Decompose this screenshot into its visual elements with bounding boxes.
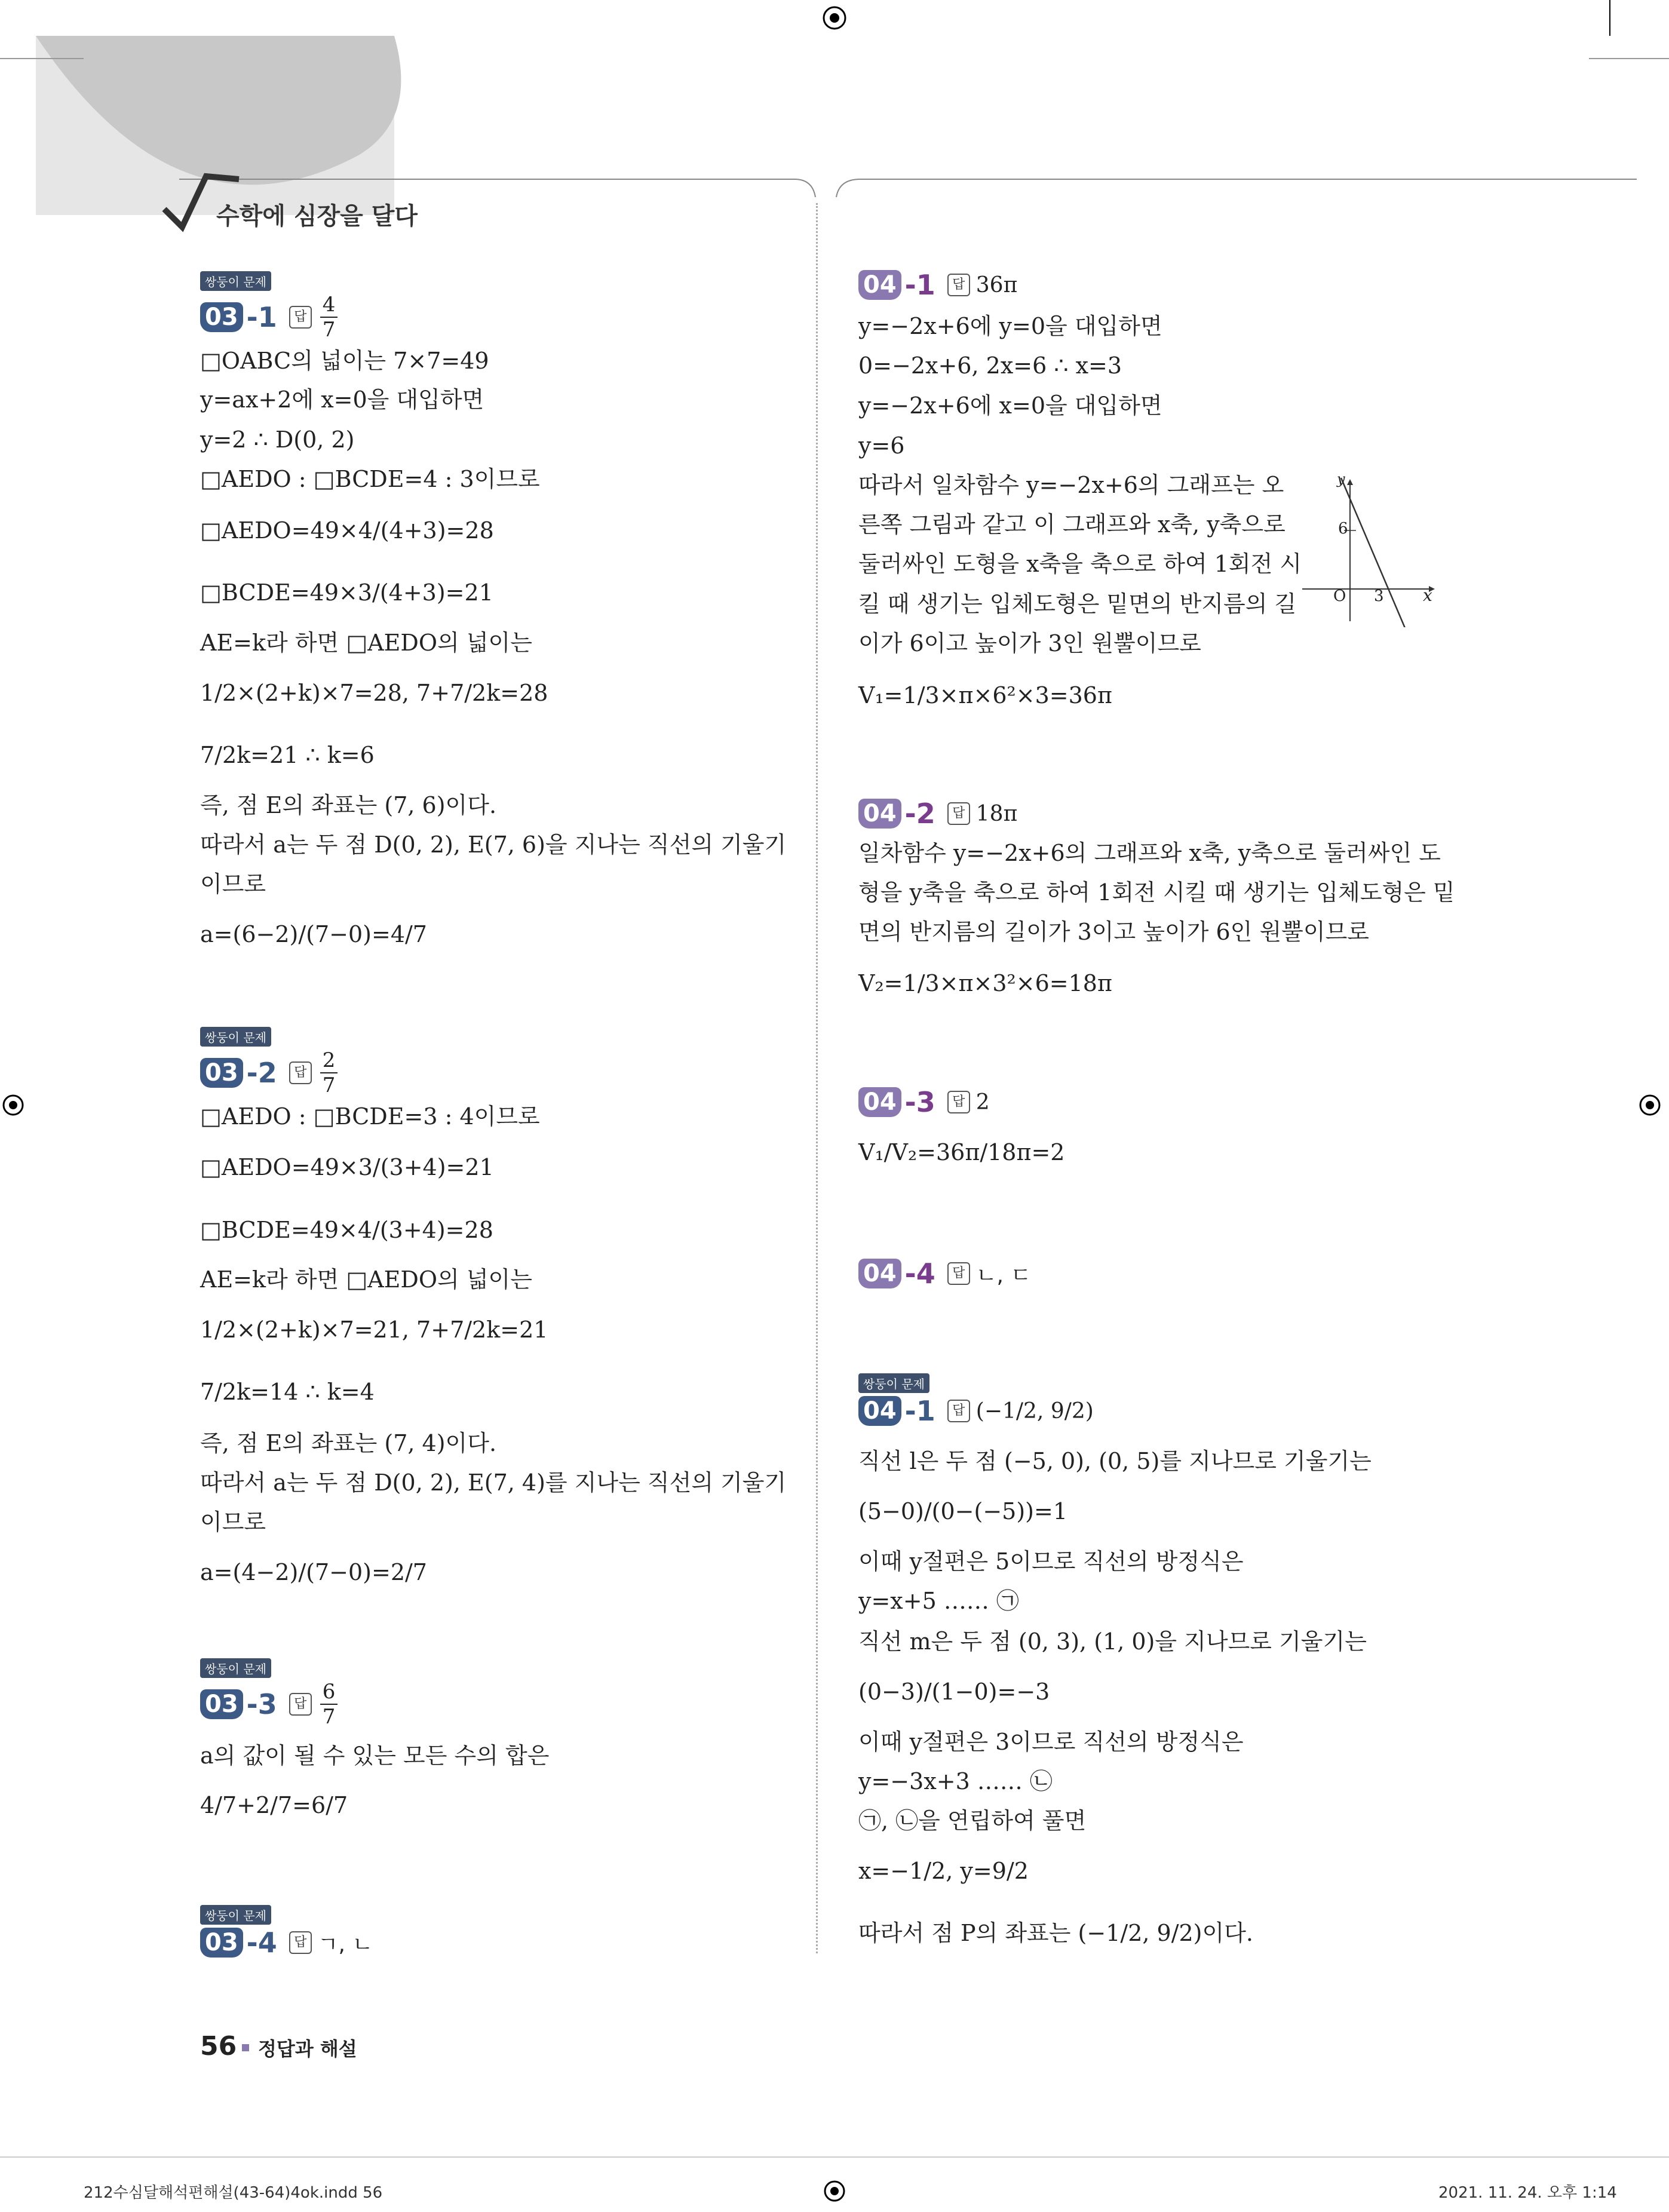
twin-problem-tag: 쌍둥이 문제 (200, 271, 271, 291)
answer-text: ㄱ, ㄴ (317, 1932, 373, 1957)
solution-line: y=6 (858, 432, 905, 459)
problem-number: 04 (858, 799, 901, 829)
problem-suffix: -1 (904, 1395, 935, 1427)
problem-badge-04-4 (858, 1257, 1031, 1290)
solution-line: (5−0)/(0−(−5))=1 (858, 1498, 1067, 1524)
solution-line: □AEDO : □BCDE=3 : 4이므로 (200, 1103, 540, 1130)
solution-line: 이때 y절편은 5이므로 직선의 방정식은 (858, 1548, 1244, 1575)
solution-line: □OABC의 넓이는 7×7=49 (200, 348, 489, 374)
solution-line: □AEDO=49×4/(4+3)=28 (200, 517, 494, 544)
problem-badge-04-2 (858, 797, 1017, 830)
problem-number: 04 (858, 1396, 901, 1426)
twin-problem-tag: 쌍둥이 문제 (200, 1027, 271, 1047)
problem-badge-03-3 (200, 1662, 340, 1729)
solution-line: 킬 때 생기는 입체도형은 밑면의 반지름의 길 (858, 591, 1297, 617)
solution-line: y=x+5 …… ㉠ (858, 1588, 1019, 1614)
solution-line: 형을 y축을 축으로 하여 1회전 시킬 때 생기는 입체도형은 밑 (858, 879, 1455, 906)
answer-text: 2 (975, 1090, 990, 1115)
solution-line: 4/7+2/7=6/7 (200, 1792, 348, 1818)
solution-line: y=−2x+6에 x=0을 대입하면 (858, 392, 1162, 419)
linear-graph (1296, 472, 1440, 627)
solution-line: 이가 6이고 높이가 3인 원뿔이므로 (858, 630, 1201, 656)
solution-line: a의 값이 될 수 있는 모든 수의 합은 (200, 1742, 550, 1769)
solution-line: y=−2x+6에 y=0을 대입하면 (858, 313, 1162, 339)
graph-y-tick: 6 (1338, 520, 1348, 538)
problem-badge-04-3 (858, 1086, 990, 1118)
print-file-info: 212수심달해석편해설(43-64)4ok.indd 56 (84, 2184, 383, 2202)
problem-number: 03 (200, 1928, 243, 1958)
answer-icon: 답 (289, 1931, 312, 1954)
solution-line: 1/2×(2+k)×7=28, 7+7/2k=28 (200, 680, 548, 706)
registration-mark-icon (1, 1093, 25, 1117)
answer-icon: 답 (947, 802, 970, 825)
graph-origin-label: O (1333, 587, 1346, 605)
solution-line: 직선 l은 두 점 (−5, 0), (0, 5)를 지나므로 기울기는 (858, 1448, 1372, 1474)
answer-text: 18π (975, 801, 1018, 826)
solution-line: 따라서 a는 두 점 D(0, 2), E(7, 6)을 지나는 직선의 기울기 (200, 832, 787, 858)
twin-problem-tag: 쌍둥이 문제 (858, 1373, 929, 1393)
answer-text: ㄴ, ㄷ (975, 1263, 1032, 1288)
solution-line: □AEDO=49×3/(3+4)=21 (200, 1154, 494, 1180)
solution-line: 둘러싸인 도형을 x축을 축으로 하여 1회전 시 (858, 551, 1302, 577)
answer-icon: 답 (947, 1262, 970, 1285)
footer-bullet (242, 2044, 249, 2051)
solution-line: 이므로 (200, 1509, 266, 1535)
footer-section: 정답과 해설 (258, 2038, 357, 2060)
problem-suffix: -3 (904, 1086, 935, 1118)
registration-mark-icon (1638, 1093, 1662, 1117)
problem-badge-04-1 (858, 269, 1017, 301)
problem-suffix: -4 (904, 1257, 935, 1290)
solution-line: 따라서 점 P의 좌표는 (−1/2, 9/2)이다. (858, 1920, 1254, 1946)
solution-line: y=−3x+3 …… ㉡ (858, 1768, 1053, 1794)
twin-problem-tag: 쌍둥이 문제 (200, 1658, 271, 1678)
solution-line: 직선 m은 두 점 (0, 3), (1, 0)을 지나므로 기울기는 (858, 1628, 1367, 1655)
solution-line: □BCDE=49×4/(3+4)=28 (200, 1217, 493, 1243)
solution-line: x=−1/2, y=9/2 (858, 1858, 1029, 1884)
answer-text: (−1/2, 9/2) (975, 1398, 1094, 1423)
solution-line: □BCDE=49×3/(4+3)=21 (200, 579, 493, 606)
problem-suffix: -2 (904, 797, 935, 830)
answer-fraction: $\frac{6}{7}$ (320, 1680, 338, 1729)
answer-icon: 답 (947, 1400, 970, 1422)
solution-line: y=ax+2에 x=0을 대입하면 (200, 386, 484, 413)
footer-rule (0, 2156, 1669, 2158)
answer-icon: 답 (289, 1693, 312, 1716)
solution-line: a=(6−2)/(7−0)=4/7 (200, 921, 427, 947)
answer-icon: 답 (289, 1061, 312, 1084)
problem-number: 04 (858, 1259, 901, 1288)
problem-badge-03-2 (200, 1030, 340, 1097)
solution-line: 1/2×(2+k)×7=21, 7+7/2k=21 (200, 1317, 548, 1343)
solution-line: a=(4−2)/(7−0)=2/7 (200, 1559, 427, 1585)
graph-x-label: x (1423, 585, 1432, 605)
graph-y-label: y (1337, 471, 1345, 487)
solution-line: 따라서 일차함수 y=−2x+6의 그래프는 오 (858, 472, 1284, 498)
solution-line: 른쪽 그림과 같고 이 그래프와 x축, y축으로 (858, 511, 1286, 538)
problem-suffix: -4 (246, 1926, 277, 1959)
solution-line: 즉, 점 E의 좌표는 (7, 6)이다. (200, 792, 497, 818)
solution-line: V₁/V₂=36π/18π=2 (858, 1139, 1065, 1165)
solution-line: (0−3)/(1−0)=−3 (858, 1679, 1050, 1705)
twin-problem-tag: 쌍둥이 문제 (200, 1905, 271, 1925)
problem-suffix: -1 (246, 301, 277, 333)
solution-line: 즉, 점 E의 좌표는 (7, 4)이다. (200, 1430, 497, 1456)
solution-line: 0=−2x+6, 2x=6 ∴ x=3 (858, 352, 1122, 379)
answer-icon: 답 (947, 274, 970, 296)
registration-mark-icon (823, 2179, 846, 2203)
problem-badge-03-1 (200, 275, 340, 342)
problem-number: 04 (858, 270, 901, 300)
brand-title: 수학에 심장을 달다 (216, 203, 418, 230)
answer-text: 36π (975, 272, 1018, 297)
column-divider (816, 203, 818, 1953)
answer-fraction: $\frac{4}{7}$ (320, 293, 338, 342)
problem-badge-03-4 (200, 1909, 373, 1959)
solution-line: 면의 반지름의 길이가 3이고 높이가 6인 원뿔이므로 (858, 919, 1369, 945)
solution-line: 이때 y절편은 3이므로 직선의 방정식은 (858, 1729, 1244, 1755)
solution-line: AE=k라 하면 □AEDO의 넓이는 (200, 630, 532, 656)
solution-line: y=2 ∴ D(0, 2) (200, 427, 355, 453)
problem-badge-twin-04-1 (858, 1377, 1094, 1427)
problem-suffix: -2 (246, 1057, 277, 1089)
problem-number: 03 (200, 302, 243, 332)
solution-line: AE=k라 하면 □AEDO의 넓이는 (200, 1266, 532, 1293)
solution-line: V₁=1/3×π×6²×3=36π (858, 682, 1112, 708)
solution-line: 일차함수 y=−2x+6의 그래프와 x축, y축으로 둘러싸인 도 (858, 840, 1441, 866)
solution-line: V₂=1/3×π×3²×6=18π (858, 970, 1112, 996)
print-date-info: 2021. 11. 24. 오후 1:14 (1438, 2184, 1617, 2202)
problem-number: 04 (858, 1087, 901, 1117)
solution-line: □AEDO : □BCDE=4 : 3이므로 (200, 466, 540, 492)
answer-fraction: $\frac{2}{7}$ (320, 1048, 338, 1097)
problem-suffix: -3 (246, 1688, 277, 1720)
problem-number: 03 (200, 1689, 243, 1719)
answer-icon: 답 (289, 306, 312, 329)
solution-line: 7/2k=14 ∴ k=4 (200, 1379, 375, 1405)
solution-line: 따라서 a는 두 점 D(0, 2), E(7, 4)를 지나는 직선의 기울기 (200, 1469, 787, 1496)
solution-line: 7/2k=21 ∴ k=6 (200, 742, 375, 768)
solution-line: 이므로 (200, 871, 266, 897)
graph-x-tick: 3 (1374, 587, 1384, 605)
solution-line: ㉠, ㉡을 연립하여 풀면 (858, 1808, 1087, 1834)
answer-icon: 답 (947, 1091, 970, 1113)
problem-number: 03 (200, 1058, 243, 1088)
page-number: 56 (200, 2031, 237, 2061)
problem-suffix: -1 (904, 269, 935, 301)
